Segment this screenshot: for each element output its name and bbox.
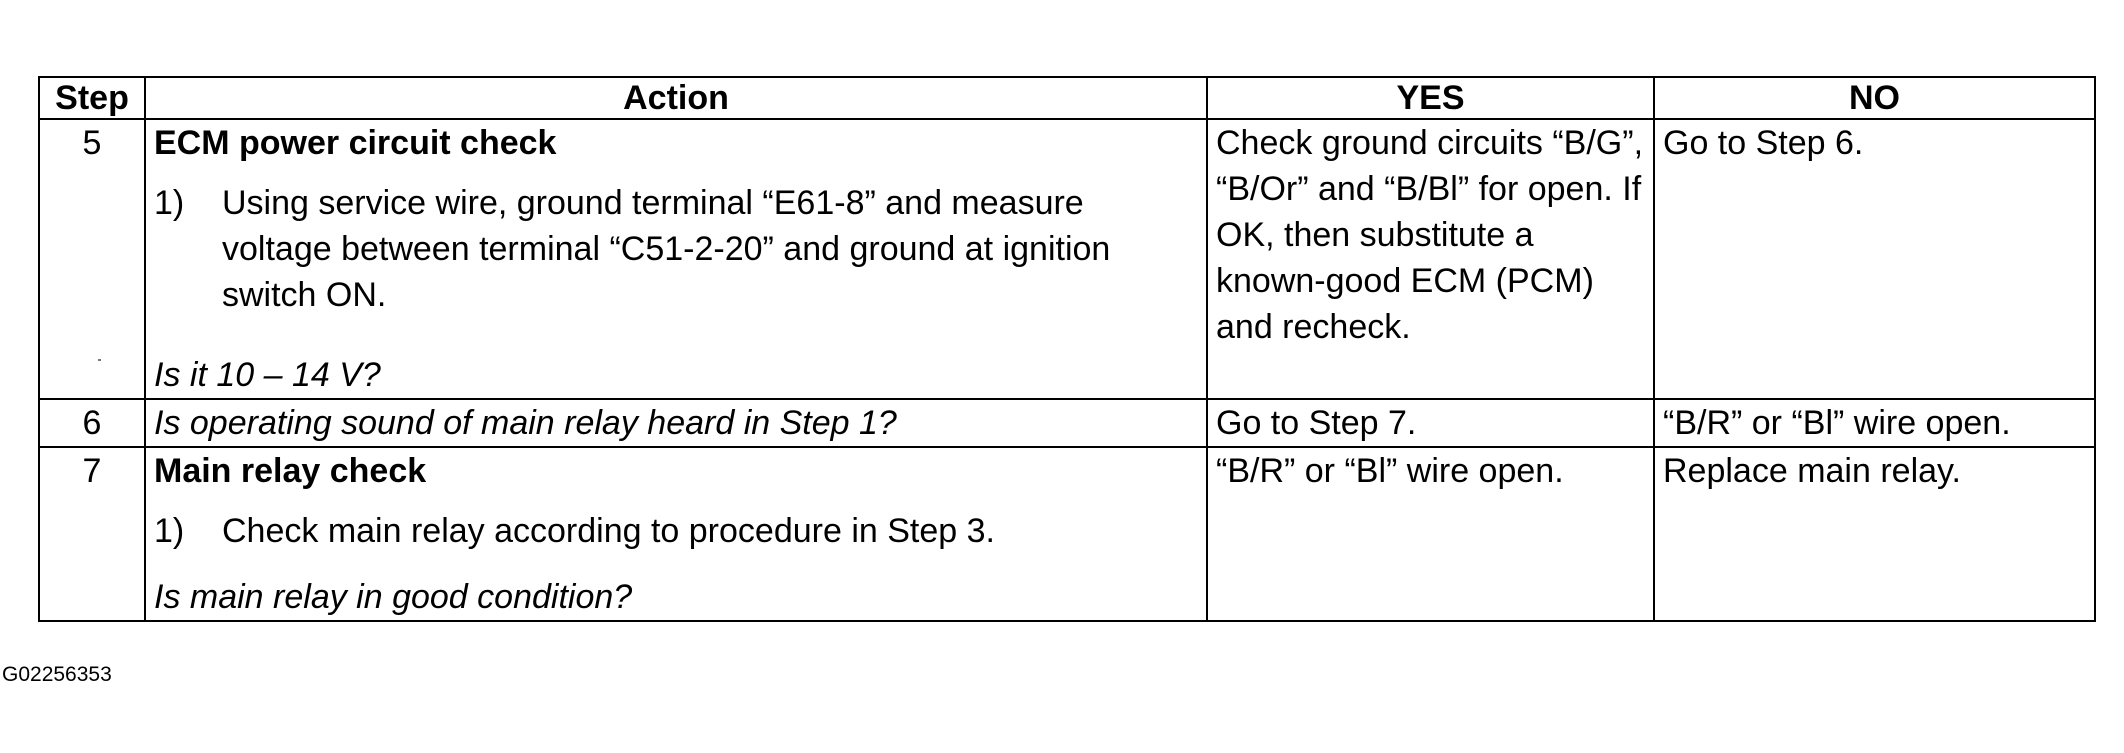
substep-text: Using service wire, ground terminal “E61-8” and measure voltage between terminal “C51-2-20” and ground at ignition switch ON. bbox=[222, 184, 1111, 314]
action-title: ECM power circuit check bbox=[154, 124, 557, 162]
step-number: 6 bbox=[39, 399, 145, 447]
action-cell bbox=[145, 399, 1207, 447]
check-question: Is main relay in good condition? bbox=[154, 578, 633, 616]
header-yes: YES bbox=[1207, 77, 1654, 119]
header-action: Action bbox=[145, 77, 1207, 119]
substep-number: 1) bbox=[154, 512, 185, 550]
step-number: 7 bbox=[39, 447, 145, 621]
yes-cell: “B/R” or “Bl” wire open. bbox=[1207, 447, 1654, 621]
no-cell: “B/R” or “Bl” wire open. bbox=[1654, 399, 2095, 447]
table-header-row bbox=[39, 77, 2095, 119]
action-cell bbox=[145, 119, 1207, 399]
substep bbox=[154, 180, 1198, 318]
check-question: Is it 10 – 14 V? bbox=[154, 356, 381, 394]
yes-cell: Check ground circuits “B/G”, “B/Or” and “B/Bl” for open. If OK, then substitute a known-good ECM (PCM) and recheck. bbox=[1207, 119, 1654, 399]
action-cell bbox=[145, 447, 1207, 621]
table-row bbox=[39, 119, 2095, 399]
no-cell: Replace main relay. bbox=[1654, 447, 2095, 621]
figure-id: G02256353 bbox=[2, 663, 112, 686]
scan-speck bbox=[98, 359, 101, 361]
yes-cell: Go to Step 7. bbox=[1207, 399, 1654, 447]
action-title: Main relay check bbox=[154, 452, 427, 490]
substep-text: Check main relay according to procedure in Step 3. bbox=[222, 512, 995, 550]
table-row bbox=[39, 447, 2095, 621]
substep bbox=[154, 508, 1198, 554]
header-step: Step bbox=[39, 77, 145, 119]
substep-number: 1) bbox=[154, 184, 185, 222]
header-no: NO bbox=[1654, 77, 2095, 119]
no-cell: Go to Step 6. bbox=[1654, 119, 2095, 399]
step-number: 5 bbox=[39, 119, 145, 399]
table-row bbox=[39, 399, 2095, 447]
diagnostic-table bbox=[38, 76, 2096, 622]
check-question: Is operating sound of main relay heard in Step 1? bbox=[154, 404, 897, 442]
